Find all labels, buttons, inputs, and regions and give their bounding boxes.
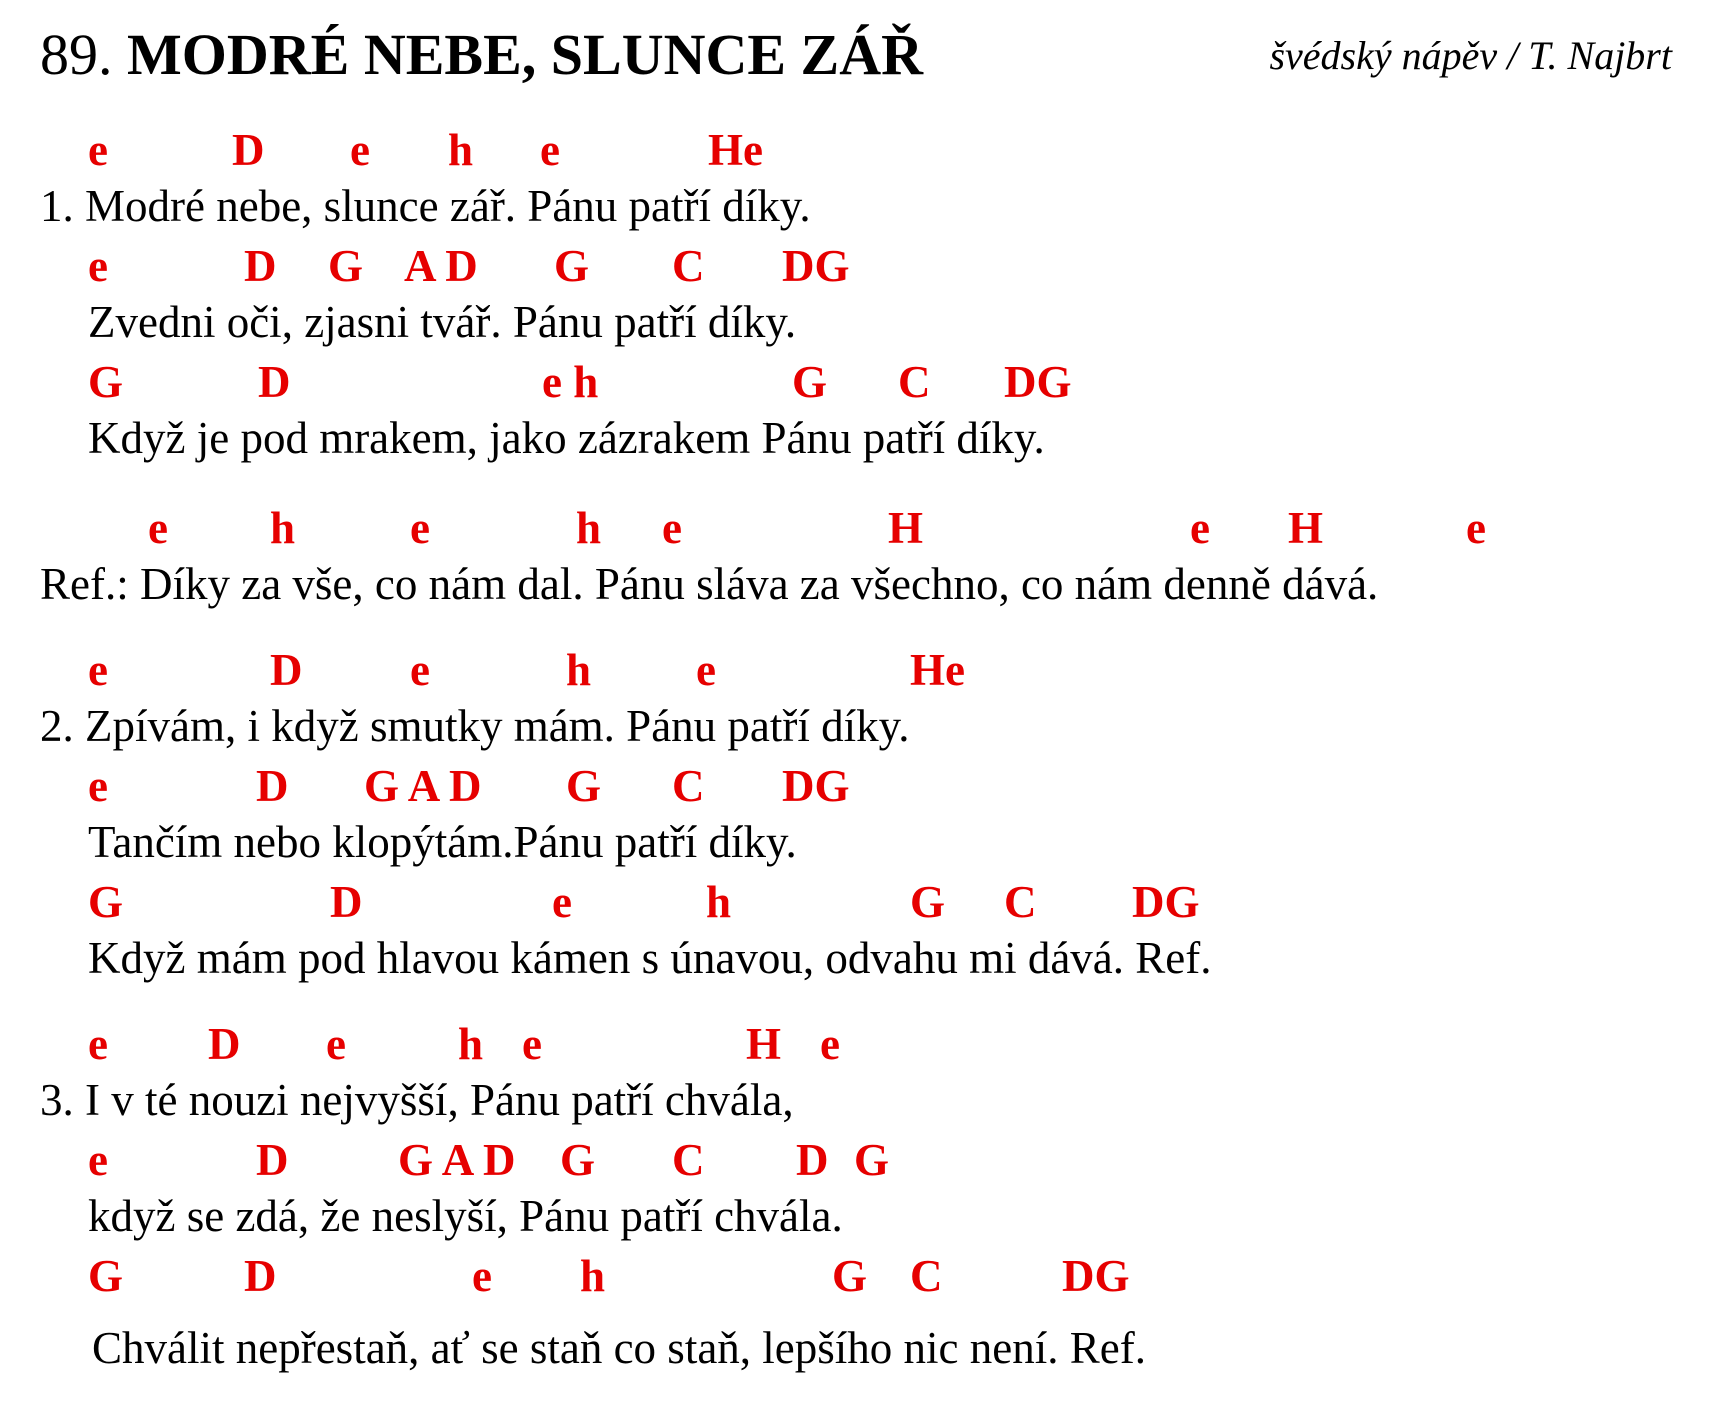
chord: He [910,645,965,695]
chord: D [270,645,303,695]
song-number: 89. [40,22,113,87]
chord: e [522,1019,542,1069]
lyric-line: 3. I v té nouzi nejvyšší, Pánu patří chvála, [40,1075,794,1125]
chord: G [88,877,124,927]
chord: D [330,877,363,927]
lyric-line: Chválit nepřestaň, ať se staň co staň, lepšího nic není. Ref. [92,1323,1146,1373]
chord: e [820,1019,840,1069]
chord: G [910,877,946,927]
chord: e [148,503,168,553]
chord: D [208,1019,241,1069]
chord: A D [404,241,478,291]
song-title [40,20,923,90]
chord: H [746,1019,782,1069]
chord: e [350,125,370,175]
chord: e [1190,503,1210,553]
chord: G [566,761,602,811]
chord: G [832,1251,868,1301]
chord: e [410,645,430,695]
chord: DG [782,761,850,811]
chord: h [458,1019,484,1069]
refrain-line: Ref.: Díky za vše, co nám dal. Pánu sláva za všechno, co nám denně dává. [40,559,1379,609]
chord: DG [782,241,850,291]
chord: e [1466,503,1486,553]
chord: e h [542,357,599,407]
chord: e [326,1019,346,1069]
lyric-line: když se zdá, že neslyší, Pánu patří chvála. [88,1191,843,1241]
chord: DG [1062,1251,1130,1301]
chord: C [898,357,931,407]
chord: H [1288,503,1324,553]
chord: e [88,1019,108,1069]
chord: DG [1004,357,1072,407]
chord: DG [1132,877,1200,927]
chord: h [566,645,592,695]
chord: D [796,1135,829,1185]
chord: e [88,645,108,695]
chord: C [1004,877,1037,927]
chord: C [910,1251,943,1301]
chord: D [232,125,265,175]
chord: D [244,241,277,291]
song-attribution: švédský nápěv / T. Najbrt [1269,33,1672,78]
chord: G [554,241,590,291]
lyric-line: 2. Zpívám, i když smutky mám. Pánu patří díky. [40,701,910,751]
chord: e [662,503,682,553]
chord: e [88,1135,108,1185]
chord: h [580,1251,606,1301]
chord: h [576,503,602,553]
chord: e [88,241,108,291]
chord: G [328,241,364,291]
chord: e [472,1251,492,1301]
chord: e [540,125,560,175]
chord: C [672,761,705,811]
song-name: MODRÉ NEBE, SLUNCE ZÁŘ [127,22,923,87]
chord: G A D [398,1135,516,1185]
chord: e [696,645,716,695]
chord: D [258,357,291,407]
lyric-line: Když mám pod hlavou kámen s únavou, odvahu mi dává. Ref. [88,933,1212,983]
chord: e [410,503,430,553]
chord: H [888,503,924,553]
chord: h [448,125,474,175]
chord: G [792,357,828,407]
chord: G A D [364,761,482,811]
chord: e [88,761,108,811]
chord: D [256,761,289,811]
chord: e [552,877,572,927]
chord: He [708,125,763,175]
chord: C [672,1135,705,1185]
chord: D [256,1135,289,1185]
lyric-line: Když je pod mrakem, jako zázrakem Pánu patří díky. [88,413,1045,463]
lyric-line: 1. Modré nebe, slunce zář. Pánu patří díky. [40,181,811,231]
lyric-line: Zvedni oči, zjasni tvář. Pánu patří díky. [88,297,797,347]
chord: G [854,1135,890,1185]
chord: G [88,1251,124,1301]
chord: h [706,877,732,927]
chord: G [88,357,124,407]
chord: e [88,125,108,175]
lyric-line: Tančím nebo klopýtám.Pánu patří díky. [88,817,797,867]
chord: G [560,1135,596,1185]
chord: D [244,1251,277,1301]
chord: C [672,241,705,291]
chord: h [270,503,296,553]
